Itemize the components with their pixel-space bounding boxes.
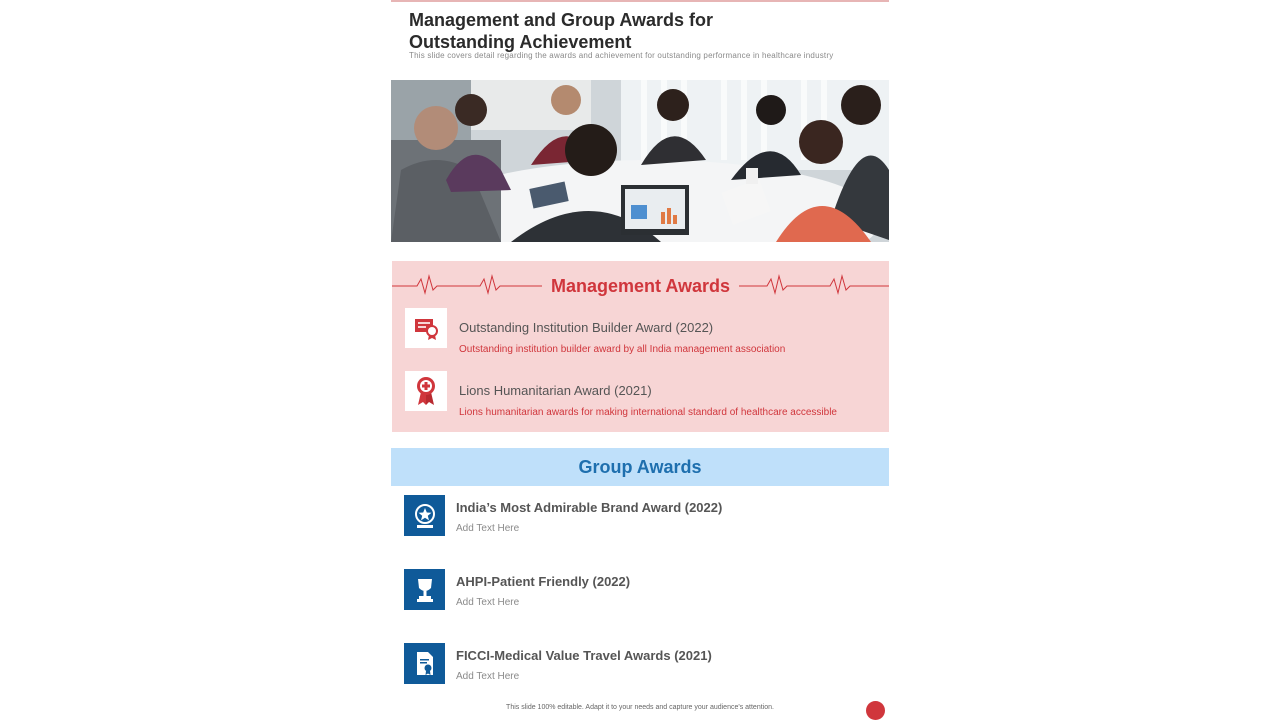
trophy-icon bbox=[404, 569, 445, 610]
star-badge-icon bbox=[404, 495, 445, 536]
management-award-description: Lions humanitarian awards for making international standard of healthcare accessible bbox=[459, 407, 837, 418]
group-award-title: AHPI-Patient Friendly (2022) bbox=[456, 574, 631, 589]
group-award-title: FICCI-Medical Value Travel Awards (2021) bbox=[456, 648, 712, 663]
title-line-2: Outstanding Achievement bbox=[409, 32, 632, 52]
top-divider bbox=[391, 0, 889, 2]
page-subtitle: This slide covers detail regarding the awards and achievement for outstanding performance in healthcare industry bbox=[409, 51, 834, 60]
meeting-photo bbox=[391, 80, 889, 242]
management-award-title: Outstanding Institution Builder Award (2022) bbox=[459, 320, 714, 335]
red-dot-marker bbox=[866, 701, 885, 720]
award-document-icon bbox=[404, 643, 445, 684]
management-awards-panel bbox=[392, 261, 889, 432]
management-awards-heading: Management Awards bbox=[392, 275, 889, 297]
management-award-description: Outstanding institution builder award by all India management association bbox=[459, 344, 786, 355]
slide-page bbox=[391, 0, 889, 720]
group-award-text: Add Text Here bbox=[456, 523, 520, 534]
group-award-item bbox=[404, 569, 884, 629]
group-awards-heading: Group Awards bbox=[391, 448, 889, 486]
certificate-icon bbox=[405, 308, 447, 348]
group-award-text: Add Text Here bbox=[456, 597, 520, 608]
footer-note: This slide 100% editable. Adapt it to your needs and capture your audience's attention. bbox=[506, 704, 774, 711]
group-award-text: Add Text Here bbox=[456, 671, 520, 682]
medal-ribbon-icon bbox=[405, 371, 447, 411]
group-award-title: India’s Most Admirable Brand Award (2022) bbox=[456, 500, 723, 515]
management-award-title: Lions Humanitarian Award (2021) bbox=[459, 383, 652, 398]
management-award-item bbox=[405, 308, 885, 362]
group-award-item bbox=[404, 643, 884, 703]
title-line-1: Management and Group Awards for bbox=[409, 10, 714, 30]
management-award-item bbox=[405, 371, 885, 425]
group-award-item bbox=[404, 495, 884, 555]
page-title bbox=[409, 9, 829, 53]
